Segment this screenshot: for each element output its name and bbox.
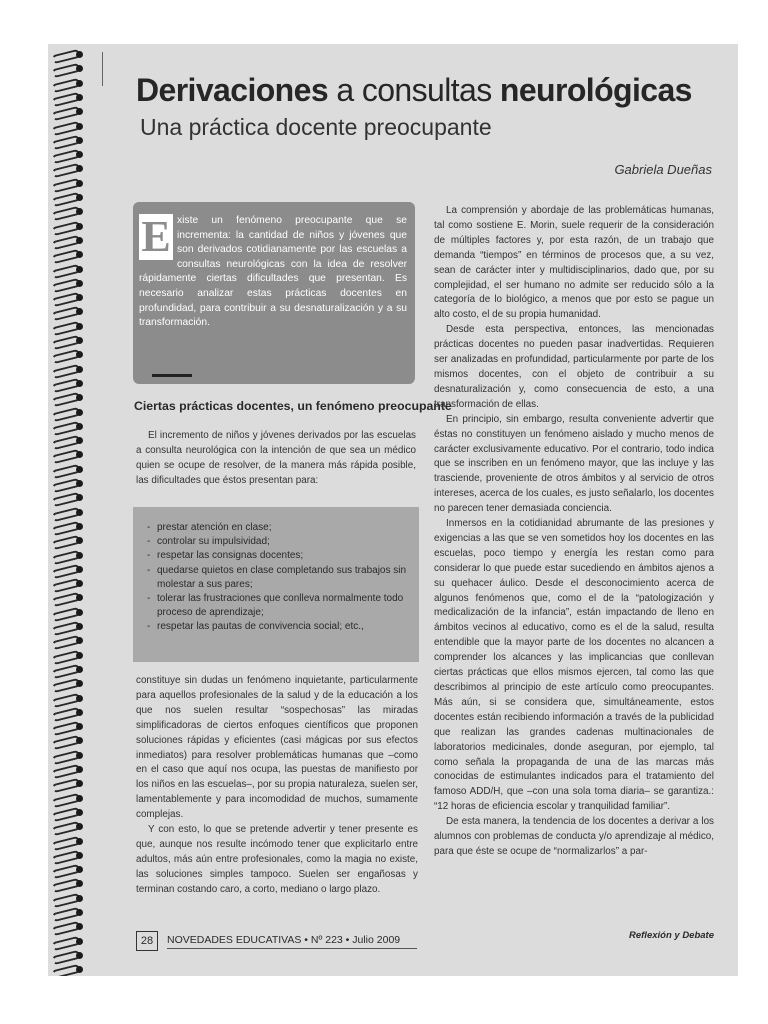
spiral-ring	[52, 379, 82, 389]
abstract-text-wrap	[139, 214, 407, 331]
spiral-ring	[52, 879, 82, 889]
spiral-ring	[52, 265, 82, 275]
spiral-ring	[52, 64, 82, 74]
spiral-ring	[52, 808, 82, 818]
magazine-page	[48, 44, 738, 976]
spiral-binding	[48, 44, 92, 976]
spiral-ring	[52, 307, 82, 317]
spiral-ring	[52, 50, 82, 60]
paragraph: El incremento de niños y jóvenes derivados por las escuelas a consulta neurológica con la intención de que sea un médico quien se ocupe de resolver, de la manera más rápida posible, las dificultades que éstos presentan para:	[136, 430, 416, 486]
title-part: a consultas	[336, 72, 492, 108]
spiral-ring	[52, 522, 82, 532]
list-item: - prestar atención en clase;	[147, 521, 409, 535]
spiral-ring	[52, 794, 82, 804]
spiral-ring	[52, 136, 82, 146]
author-name: Gabriela Dueñas	[614, 162, 712, 177]
paragraph: En principio, sin embargo, resulta conveniente advertir que éstas no constituyen un fenómeno aislado y mucho menos de carácter exclusivamente educativo. Por el contrario, todo indica que se inscriben en un fenómeno mayor, que las incluye y las trasciende, proveniente de otros ámbitos y al servicio de otros intereses, acerca de los cuales, es justo señalarlo, los docentes no parecen tener demasiada conciencia.	[434, 413, 714, 515]
paragraph: La comprensión y abordaje de las problemáticas humanas, tal como sostiene E. Morin, suele requerir de la consideración de múltiples factores y, por esta razón, de un trabajo que demanda “tiempos” en términos de procesos que, a su vez, sean de carácter inter y multidisciplinarios, dado que, por su complejidad, el ser humano no admite ser reducido sólo a la categoría de lo biológico, a menos que por esto se pague un alto costo, el de su propia humanidad.	[434, 205, 714, 321]
spiral-ring	[52, 536, 82, 546]
spiral-ring	[52, 79, 82, 89]
spiral-ring	[52, 622, 82, 632]
spiral-ring	[52, 651, 82, 661]
spiral-ring	[52, 336, 82, 346]
spiral-ring	[52, 465, 82, 475]
spiral-ring	[52, 250, 82, 260]
margin-rule	[102, 52, 103, 86]
title-part: Derivaciones	[136, 72, 329, 108]
spiral-ring	[52, 551, 82, 561]
left-column-body	[136, 674, 418, 898]
list-item: - quedarse quietos en clase completando sus trabajos sin molestar a sus pares;	[147, 564, 409, 592]
spiral-ring	[52, 450, 82, 460]
spiral-ring	[52, 837, 82, 847]
spiral-ring	[52, 207, 82, 217]
list-item: - tolerar las frustraciones que conlleva normalmente todo proceso de aprendizaje;	[147, 592, 409, 620]
difficulties-list-box	[133, 507, 419, 662]
spiral-ring	[52, 293, 82, 303]
spiral-ring	[52, 393, 82, 403]
spiral-ring	[52, 236, 82, 246]
spiral-ring	[52, 665, 82, 675]
spiral-ring	[52, 593, 82, 603]
paragraph: Inmersos en la cotidianidad abrumante de las presiones y exigencias a las que se ven sometidos hoy los docentes en las escuelas, poco tiempo y energía les restan como para considerar lo que puede estar sucediendo en ámbitos ajenos a su quehacer áulico. Desde el desconocimiento acerca de algunos fenómenos que, como el de la “patologización y medicalización de la infancia”, están impactando de lleno en ámbitos vecinos al educativo, como es el de la salud, resulta entendible que la mayor parte de los docentes no alcancen a comprender los alcances y las implicancias que conllevan ciertas prácticas que ellos mismos ejercen, tal como las que describimos al principio de este artículo como preocupantes. Más aún, si se considera que, simultáneamente, estos docentes están recibiendo información a través de la publicidad que realizan las grandes cadenas multinacionales de laboratorios medicinales, donde aseguran, por ejemplo, tal como señala la propaganda de una de las marcas más conocidas de estimulantes indicados para el tratamiento del famoso ADD/H, que –con una sola toma diaria– se garantiza.: “12 horas de eficiencia escolar y tranquilidad familiar”.	[434, 518, 714, 813]
spiral-ring	[52, 436, 82, 446]
difficulties-list	[133, 507, 419, 635]
spiral-ring	[52, 937, 82, 947]
journal-info: NOVEDADES EDUCATIVAS • Nº 223 • Julio 2009	[167, 934, 401, 946]
list-item: - respetar las pautas de convivencia social; etc.,	[147, 620, 409, 634]
title-part: neurológicas	[499, 72, 692, 108]
list-item: - controlar su impulsividad;	[147, 535, 409, 549]
spiral-ring	[52, 150, 82, 160]
paragraph: Y con esto, lo que se pretende advertir y tener presente es que, aunque nos resulte incómodo tener que explicitarlo entre adultos, más aún entre profesionales, como la magia no existe, las soluciones simples tampoco. Suelen ser engañosas y terminan costando caro, a corto, mediano o largo plazo.	[136, 824, 418, 895]
article-title	[136, 72, 692, 109]
spiral-ring	[52, 579, 82, 589]
spiral-ring	[52, 365, 82, 375]
left-column-intro	[136, 429, 416, 489]
spiral-ring	[52, 93, 82, 103]
spiral-ring	[52, 779, 82, 789]
spiral-ring	[52, 765, 82, 775]
page-number: 28	[136, 931, 158, 951]
spiral-ring	[52, 708, 82, 718]
spiral-ring	[52, 493, 82, 503]
spiral-ring	[52, 736, 82, 746]
paragraph: constituye sin dudas un fenómeno inquietante, particularmente para aquellos profesionales de la salud y de la educación a los que nos suelen resultar “sospechosas” las miradas simplificadoras de ciertos enfoques científicos que proponen soluciones rápidas y eficientes (casi mágicas por sus efectos inmediatos) para resolver problemáticas humanas que –como en el caso que aquí nos ocupa, las puestas de manifiesto por los niños en las escuelas–, por su propia naturaleza, suelen ser, lamentablemente y para incomodidad de muchos, sumamente complejas.	[136, 675, 418, 821]
abstract-box	[133, 202, 415, 384]
article-subtitle: Una práctica docente preocupante	[140, 114, 492, 140]
spiral-ring	[52, 193, 82, 203]
spiral-ring	[52, 164, 82, 174]
page-footer	[136, 931, 426, 951]
spiral-ring	[52, 565, 82, 575]
spiral-ring	[52, 694, 82, 704]
spiral-ring	[52, 679, 82, 689]
spiral-ring	[52, 222, 82, 232]
abstract-text: xiste un fenómeno preocupante que se incrementa: la cantidad de niños y jóvenes que son derivados cotidianamente por las escuelas a consultas neurológicas con la idea de resolver rápidamente ciertas dificultades que presentan. Es necesario analizar estas prácticas docentes en profundidad, para contribuir a su desnaturalización y a su transformación.	[139, 215, 407, 329]
spiral-ring	[52, 479, 82, 489]
spiral-ring	[52, 894, 82, 904]
spiral-ring	[52, 179, 82, 189]
spiral-ring	[52, 865, 82, 875]
spiral-ring	[52, 350, 82, 360]
section-heading: Ciertas prácticas docentes, un fenómeno preocupante	[134, 399, 452, 413]
spiral-ring	[52, 508, 82, 518]
spiral-ring	[52, 408, 82, 418]
spiral-ring	[52, 951, 82, 961]
spiral-ring	[52, 908, 82, 918]
section-label: Reflexión y Debate	[629, 930, 714, 941]
spiral-ring	[52, 322, 82, 332]
footer-rule	[167, 948, 417, 949]
spiral-ring	[52, 608, 82, 618]
spiral-ring	[52, 722, 82, 732]
spiral-ring	[52, 422, 82, 432]
separator-dash	[152, 374, 192, 377]
paragraph: De esta manera, la tendencia de los docentes a derivar a los alumnos con problemas de conducta y/o aprendizaje al médico, para que éste se ocupe de “normalizarlos” a par-	[434, 816, 714, 857]
spiral-ring	[52, 922, 82, 932]
spiral-ring	[52, 122, 82, 132]
list-item: - respetar las consignas docentes;	[147, 549, 409, 563]
spiral-ring	[52, 751, 82, 761]
paragraph: Desde esta perspectiva, entonces, las mencionadas prácticas docentes no pueden pasar inadvertidas. Requieren ser analizadas en profundidad, particularmente por parte de los mismos docentes, con el objeto de contribuir a su desnaturalización y, como consecuencia de esto, a una transformación de ellas.	[434, 324, 714, 410]
spiral-ring	[52, 822, 82, 832]
right-column	[434, 204, 714, 860]
spiral-ring	[52, 965, 82, 975]
spiral-ring	[52, 279, 82, 289]
drop-cap: E	[139, 214, 173, 260]
spiral-ring	[52, 636, 82, 646]
spiral-ring	[52, 851, 82, 861]
spiral-ring	[52, 107, 82, 117]
